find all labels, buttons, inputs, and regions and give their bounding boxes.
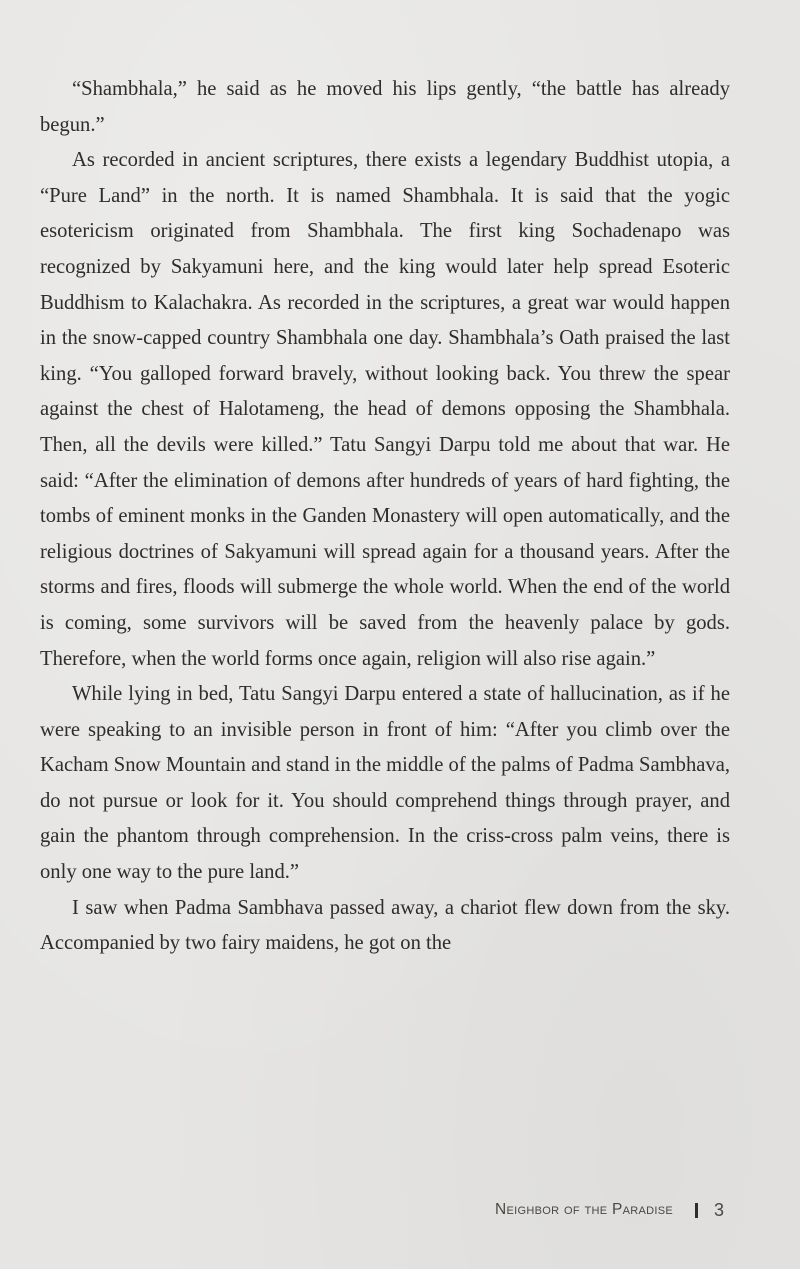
paragraph-3: While lying in bed, Tatu Sangyi Darpu entered a state of hallucination, as if he were speaking to an invisible person in front of him: “After you climb over the Kacham Snow Mountain and stand in the middle of the palms of Padma Sambhava, do not pursue or look for it. You should comprehend things through prayer, and gain the phantom through comprehension. In the criss-cross palm veins, there is only one way to the pure land.”	[40, 683, 730, 884]
running-title: Neighbor of the Paradise	[495, 1201, 673, 1218]
body-text	[40, 72, 730, 962]
paragraph-4: I saw when Padma Sambhava passed away, a chariot flew down from the sky. Accompanied by two fairy maidens, he got on the	[40, 896, 730, 955]
page-number: 3	[713, 1199, 724, 1220]
footer-divider	[695, 1203, 698, 1218]
paragraph-2: As recorded in ancient scriptures, there exists a legendary Buddhist utopia, a “Pure Land” in the north. It is named Shambhala. It is said that the yogic esotericism originated from Shambhala. The first king Sochadenapo was recognized by Sakyamuni here, and the king would later help spread Esoteric Buddhism to Kalachakra. As recorded in the scriptures, a great war would happen in the snow-capped country Shambhala one day. Shambhala’s Oath praised the last king. “You galloped forward bravely, without looking back. You threw the spear against the chest of Halotameng, the head of demons opposing the Shambhala. Then, all the devils were killed.” Tatu Sangyi Darpu told me about that war. He said: “After the elimination of demons after hundreds of years of hard fighting, the tombs of eminent monks in the Ganden Monastery will open automatically, and the religious doctrines of Sakyamuni will spread again for a thousand years. After the storms and fires, floods will submerge the whole world. When the end of the world is coming, some survivors will be saved from the heavenly palace by gods. Therefore, when the world forms once again, religion will also rise again.”	[40, 149, 730, 670]
page-footer	[495, 1199, 724, 1221]
paragraph-1: “Shambhala,” he said as he moved his lips gently, “the battle has already begun.”	[40, 78, 730, 136]
